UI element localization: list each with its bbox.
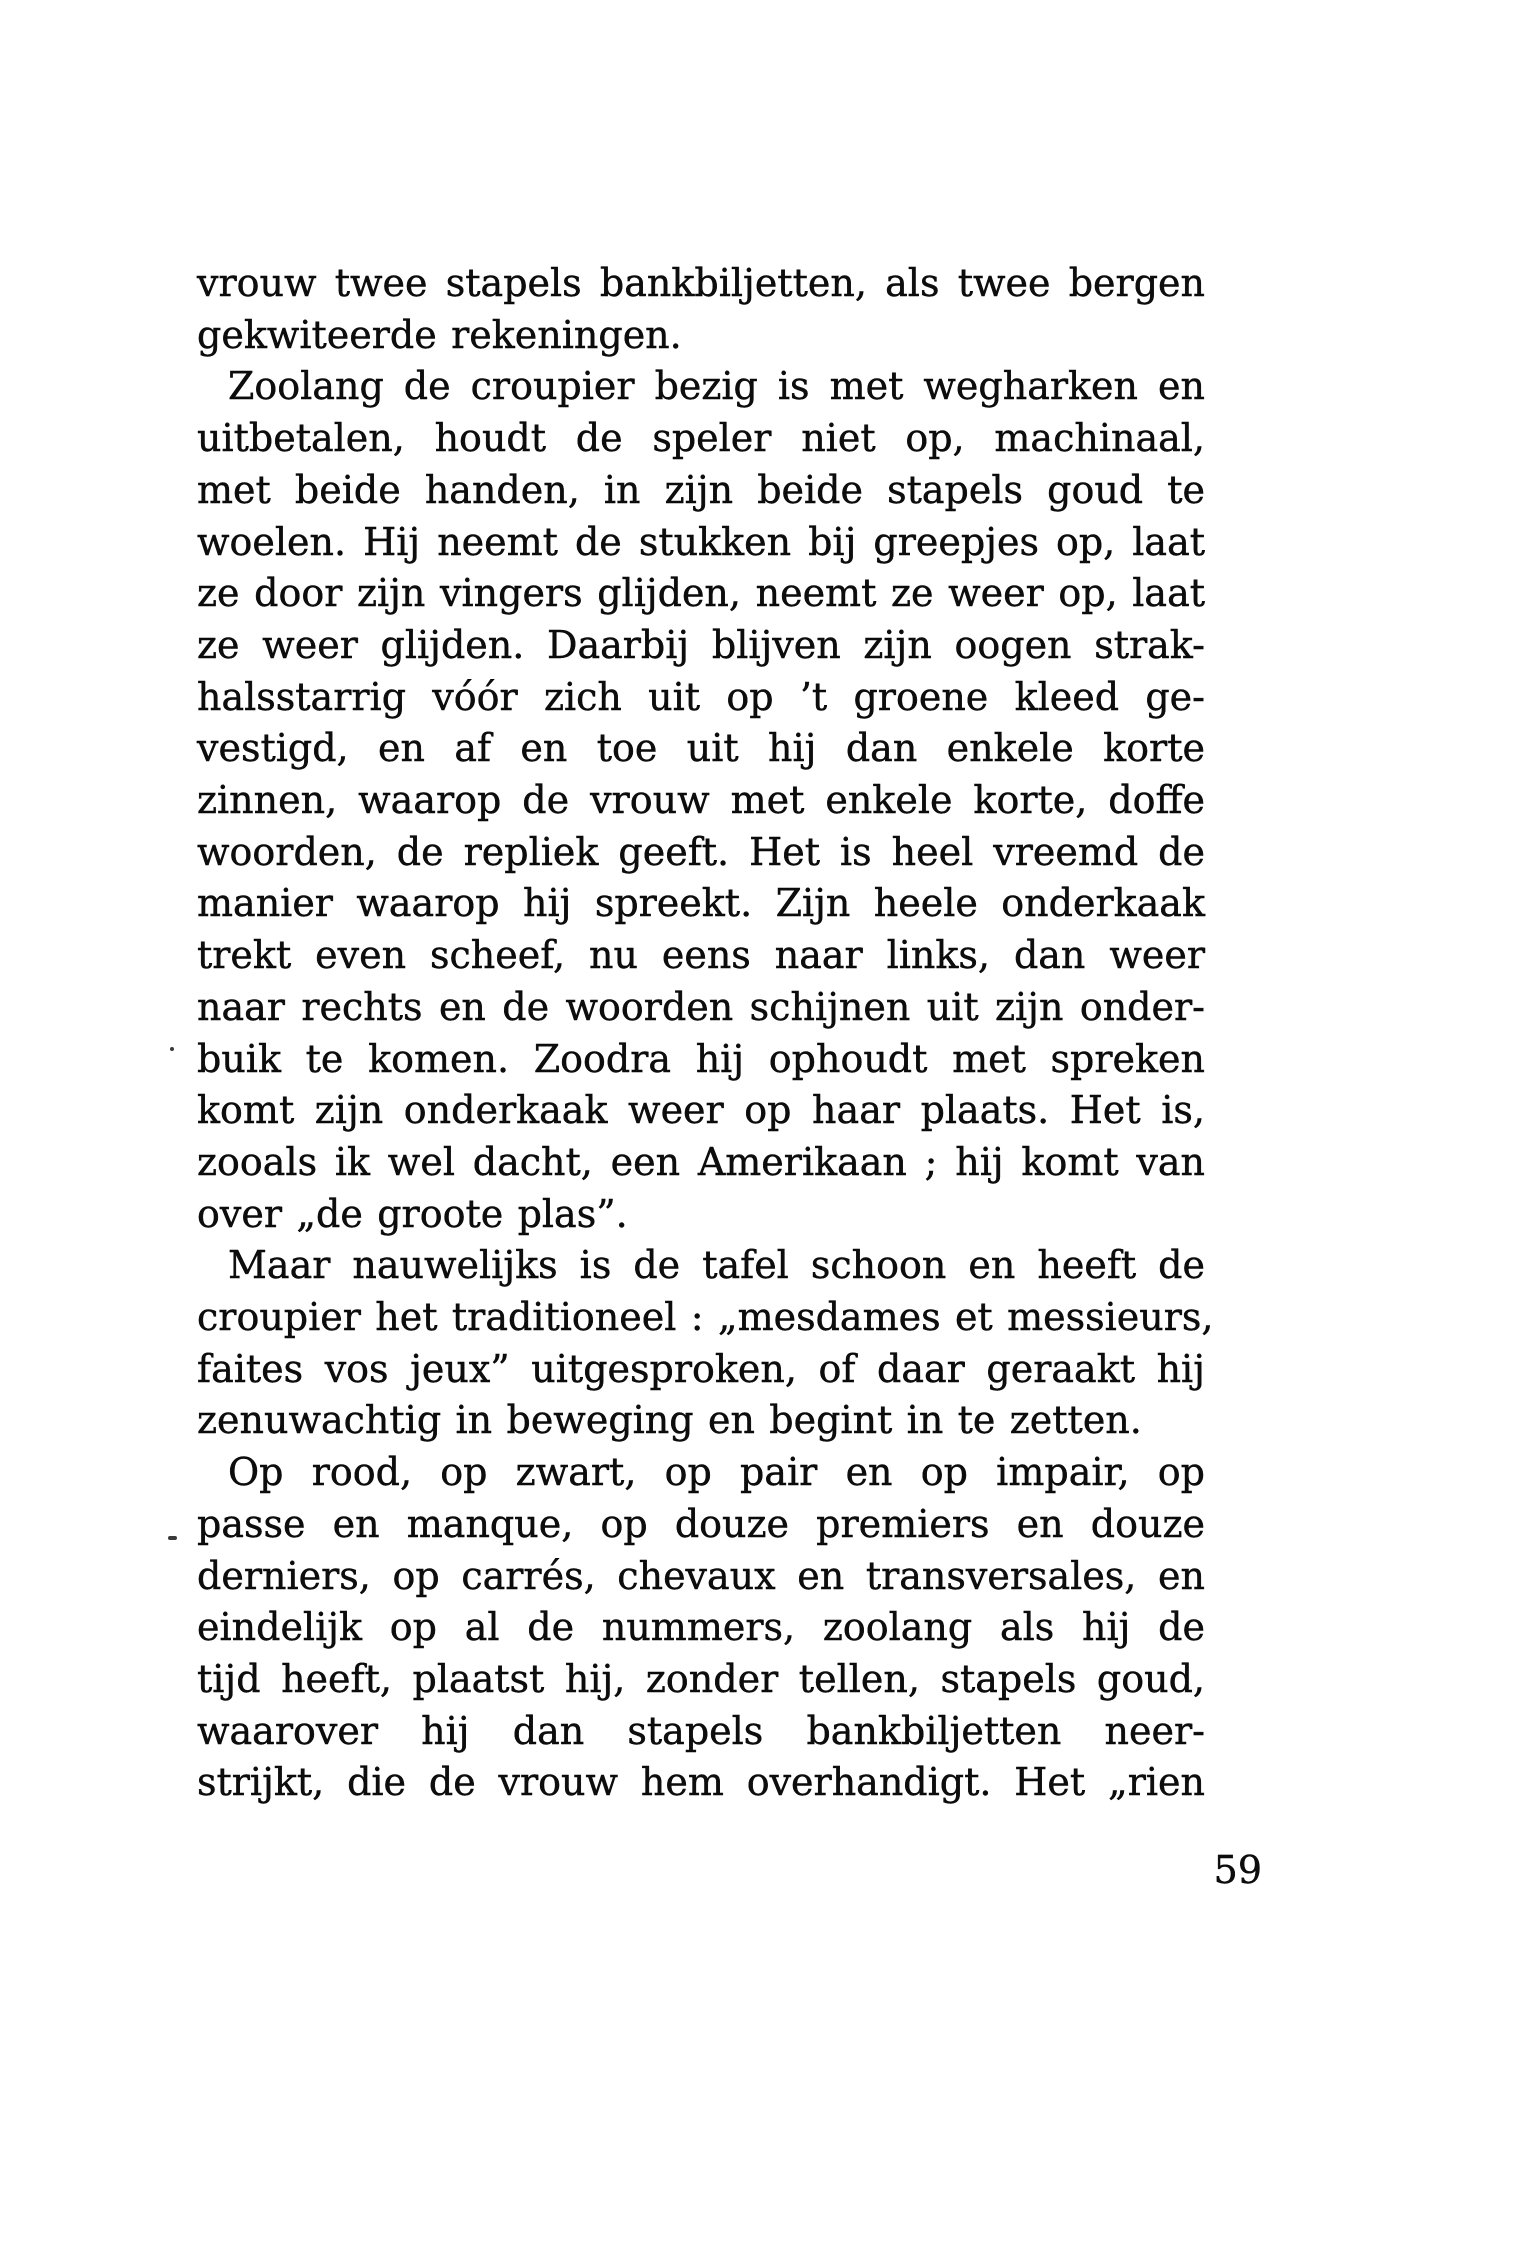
text-line: halsstarrig vóór zich uit op ’t groene kleed ge- <box>197 674 1205 719</box>
text-line: manier waarop hij spreekt. Zijn heele onderkaak <box>197 881 1205 926</box>
text-line: zenuwachtig in beweging en begint in te zetten. <box>197 1398 1142 1443</box>
text-line: croupier het traditioneel : „mesdames et messieurs, <box>197 1295 1214 1340</box>
page-text <box>197 258 1214 1809</box>
text-line: faites vos jeux” uitgesproken, of daar geraakt hij <box>197 1346 1205 1391</box>
text-line: ze door zijn vingers glijden, neemt ze weer op, laat <box>197 571 1205 616</box>
text-line: woelen. Hij neemt de stukken bij greepjes op, laat <box>197 519 1205 564</box>
scan-speck <box>168 1536 177 1540</box>
text-line: tijd heeft, plaatst hij, zonder tellen, stapels goud, <box>197 1656 1205 1701</box>
text-line: gekwiteerde rekeningen. <box>197 312 682 357</box>
text-line: ze weer glijden. Daarbij blijven zijn oogen strak- <box>197 622 1205 667</box>
text-line: woorden, de repliek geeft. Het is heel vreemd de <box>197 829 1205 874</box>
text-line: eindelijk op al de nummers, zoolang als hij de <box>197 1605 1205 1650</box>
text-line: met beide handen, in zijn beide stapels goud te <box>197 467 1205 512</box>
text-line: buik te komen. Zoodra hij ophoudt met spreken <box>197 1036 1205 1081</box>
text-line: uitbetalen, houdt de speler niet op, machinaal, <box>197 416 1205 461</box>
text-line: vestigd, en af en toe uit hij dan enkele korte <box>197 726 1205 771</box>
text-line: over „de groote plas”. <box>197 1191 628 1236</box>
text-line: derniers, op carrés, chevaux en transversales, en <box>197 1553 1205 1598</box>
text-line: vrouw twee stapels bankbiljetten, als twee bergen <box>197 261 1205 305</box>
scan-speck <box>170 1047 174 1051</box>
text-line: zinnen, waarop de vrouw met enkele korte, doffe <box>197 778 1205 823</box>
text-line: zooals ik wel dacht, een Amerikaan ; hij komt van <box>197 1139 1205 1184</box>
text-line: waarover hij dan stapels bankbiljetten neer- <box>197 1708 1205 1753</box>
text-line: komt zijn onderkaak weer op haar plaats. Het is, <box>197 1088 1205 1133</box>
text-line: Maar nauwelijks is de tafel schoon en heeft de <box>228 1243 1205 1288</box>
text-line: Op rood, op zwart, op pair en op impair, op <box>228 1450 1205 1495</box>
text-line: Zoolang de croupier bezig is met wegharken en <box>228 364 1205 409</box>
text-line: naar rechts en de woorden schijnen uit zijn onder- <box>197 984 1205 1029</box>
text-line: trekt even scheef, nu eens naar links, dan weer <box>197 933 1205 978</box>
page-number: 59 <box>1213 1848 1262 1892</box>
text-line: passe en manque, op douze premiers en douze <box>197 1501 1205 1546</box>
text-line: strijkt, die de vrouw hem overhandigt. Het „rien <box>197 1760 1205 1805</box>
